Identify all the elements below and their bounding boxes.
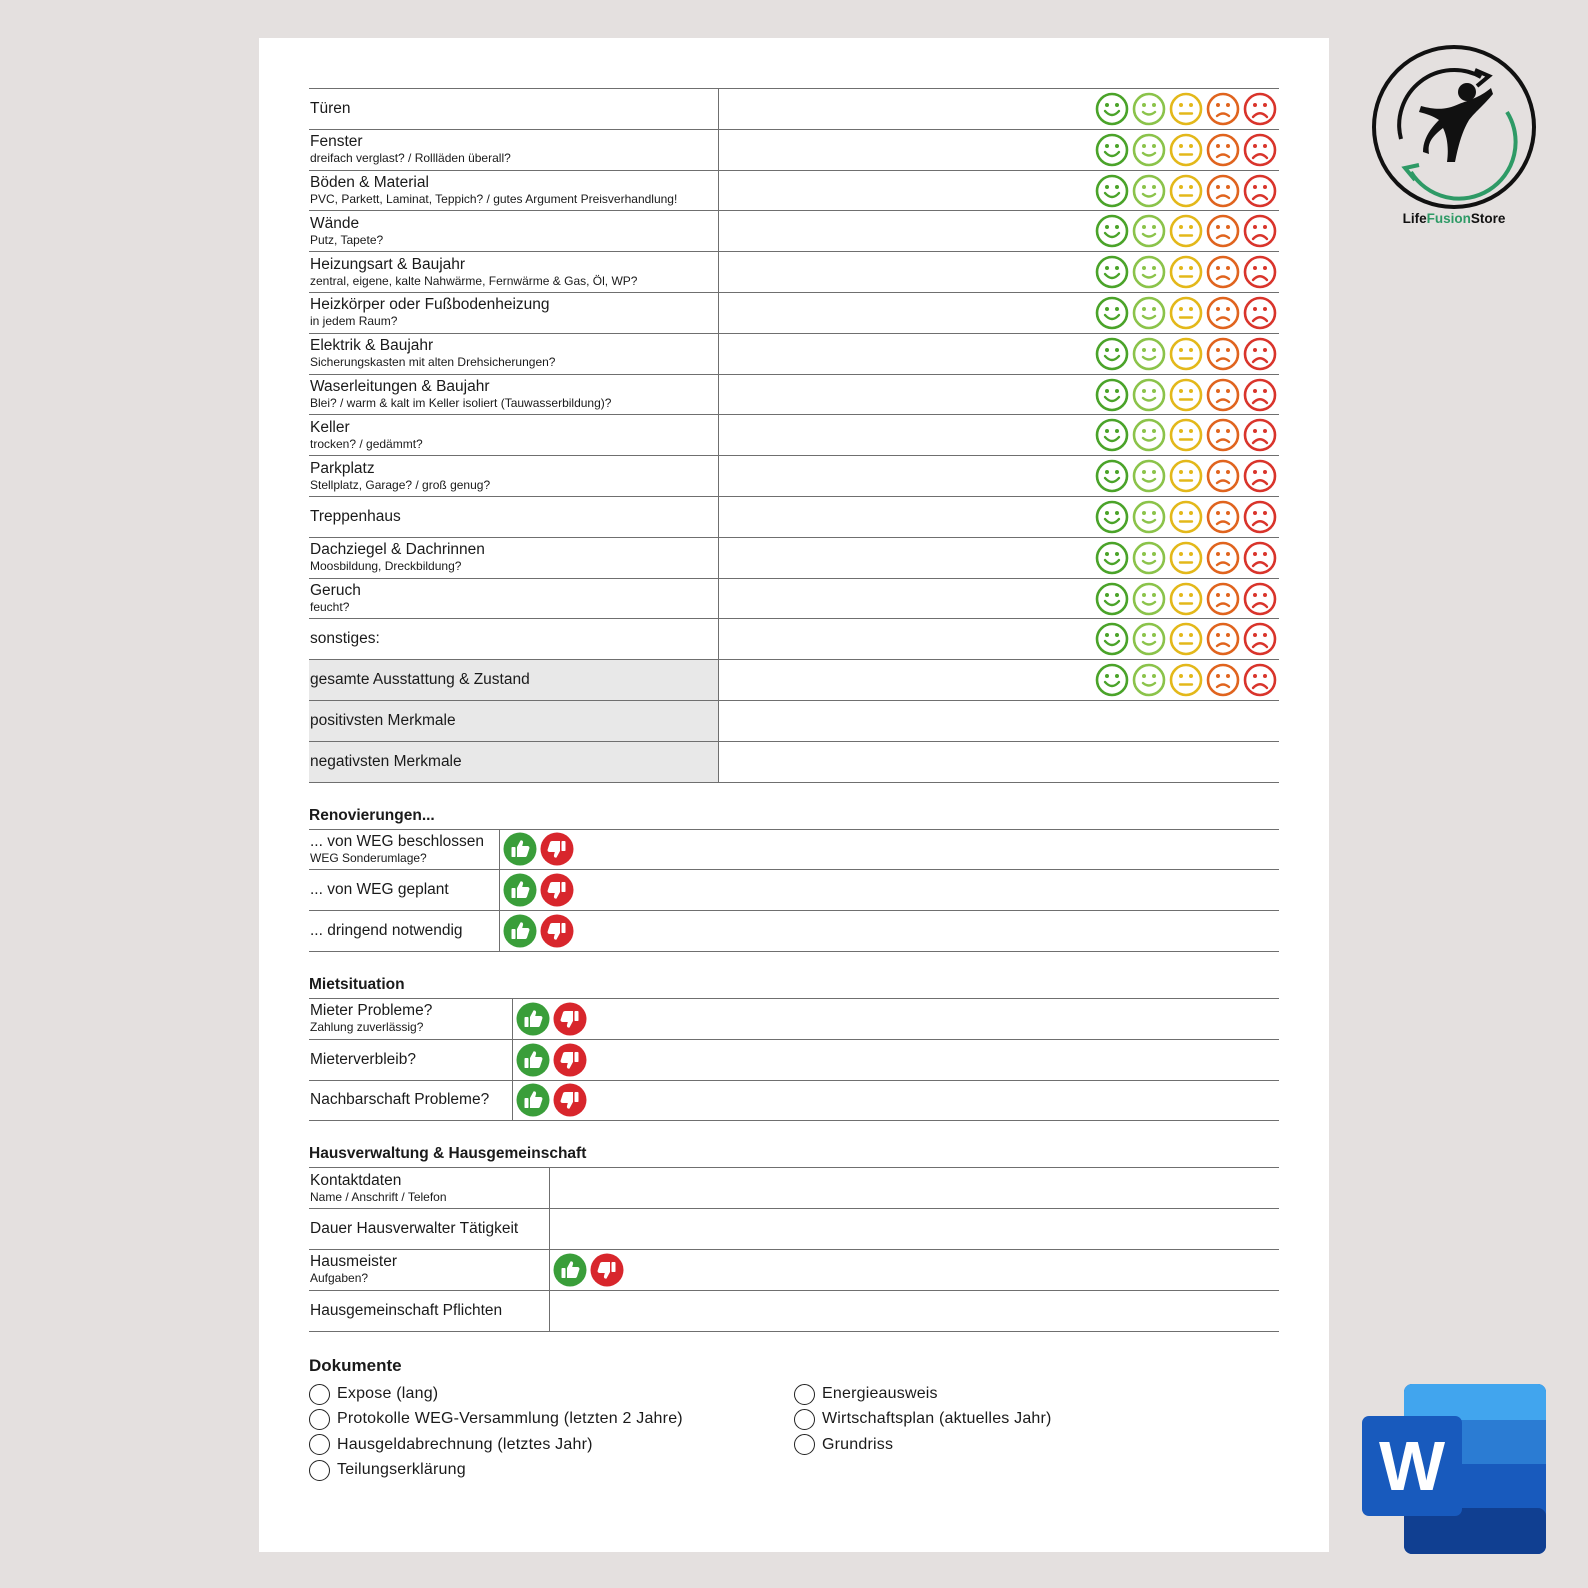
- thumbs-down-icon[interactable]: [553, 1043, 587, 1077]
- smiley-happy-icon[interactable]: [1132, 378, 1166, 412]
- row-hint: Blei? / warm & kalt im Keller isoliert (Tauwasserbildung)?: [310, 395, 612, 410]
- section-row: [309, 998, 1279, 1039]
- smiley-sad-icon[interactable]: [1206, 92, 1240, 126]
- smiley-sad-icon[interactable]: [1206, 133, 1240, 167]
- row-label: Hausmeister: [310, 1253, 397, 1271]
- smiley-very-happy-icon[interactable]: [1095, 378, 1129, 412]
- smiley-very-happy-icon[interactable]: [1095, 500, 1129, 534]
- smiley-happy-icon[interactable]: [1132, 500, 1166, 534]
- answer-field[interactable]: [512, 1080, 1279, 1121]
- smiley-very-happy-icon[interactable]: [1095, 663, 1129, 697]
- notes-field[interactable]: [718, 537, 1279, 578]
- row-label-cell: [309, 1080, 512, 1121]
- smiley-happy-icon[interactable]: [1132, 337, 1166, 371]
- smiley-very-sad-icon[interactable]: [1243, 541, 1277, 575]
- smiley-neutral-icon[interactable]: [1169, 337, 1203, 371]
- smiley-very-sad-icon[interactable]: [1243, 296, 1277, 330]
- section-row: [309, 1290, 1279, 1331]
- document-checkbox-item[interactable]: [794, 1407, 1279, 1432]
- thumbs-up-icon[interactable]: [516, 1083, 550, 1117]
- row-label-cell: [309, 129, 718, 170]
- notes-field[interactable]: [718, 333, 1279, 374]
- row-label-cell: [309, 1290, 549, 1331]
- row-label: Fenster: [310, 133, 363, 151]
- row-label-cell: [309, 741, 718, 782]
- row-label: sonstiges:: [310, 630, 380, 648]
- rating-scale: [1095, 174, 1277, 208]
- row-hint: WEG Sonderumlage?: [310, 850, 427, 865]
- thumbs-up-icon[interactable]: [516, 1043, 550, 1077]
- notes-field[interactable]: [718, 252, 1279, 293]
- thumbs-choice: [513, 1083, 1280, 1117]
- notes-field[interactable]: [718, 700, 1279, 741]
- section-row: [309, 829, 1279, 870]
- row-hint: Putz, Tapete?: [310, 232, 384, 247]
- evaluation-row: [309, 292, 1279, 333]
- notes-field[interactable]: [718, 741, 1279, 782]
- notes-field[interactable]: [718, 496, 1279, 537]
- row-hint: Name / Anschrift / Telefon: [310, 1189, 447, 1204]
- smiley-very-happy-icon[interactable]: [1095, 582, 1129, 616]
- answer-field[interactable]: [549, 1168, 1279, 1209]
- row-label: gesamte Ausstattung & Zustand: [310, 671, 530, 689]
- section-row: [309, 870, 1279, 911]
- smiley-neutral-icon[interactable]: [1169, 582, 1203, 616]
- row-label-cell: [309, 333, 718, 374]
- row-label: Waserleitungen & Baujahr: [310, 377, 490, 395]
- document-label: Grundriss: [822, 1435, 894, 1453]
- row-label: Dachziegel & Dachrinnen: [310, 541, 485, 559]
- section-row: [309, 1080, 1279, 1121]
- section-table: [309, 1167, 1279, 1331]
- document-label: Protokolle WEG-Versammlung (letzten 2 Jahre): [337, 1410, 683, 1428]
- row-label-cell: [309, 1039, 512, 1080]
- row-label: positivsten Merkmale: [310, 711, 456, 729]
- section-row: [309, 1249, 1279, 1290]
- thumbs-down-icon[interactable]: [540, 832, 574, 866]
- notes-field[interactable]: [718, 578, 1279, 619]
- row-label: Heizkörper oder Fußbodenheizung: [310, 296, 550, 314]
- smiley-sad-icon[interactable]: [1206, 214, 1240, 248]
- row-label-cell: [309, 89, 718, 130]
- row-label-cell: [309, 252, 718, 293]
- documents-checklist: [309, 1382, 1279, 1483]
- smiley-very-happy-icon[interactable]: [1095, 92, 1129, 126]
- rating-scale: [1095, 92, 1277, 126]
- evaluation-row: [309, 129, 1279, 170]
- notes-field[interactable]: [718, 456, 1279, 497]
- row-label-cell: [309, 911, 499, 952]
- evaluation-table: [309, 88, 1279, 783]
- svg-text:W: W: [1378, 1427, 1446, 1505]
- row-label: Nachbarschaft Probleme?: [310, 1091, 490, 1109]
- smiley-very-happy-icon[interactable]: [1095, 541, 1129, 575]
- row-label: Keller: [310, 418, 350, 436]
- rating-scale: [1095, 541, 1277, 575]
- row-hint: Zahlung zuverlässig?: [310, 1020, 424, 1035]
- smiley-sad-icon[interactable]: [1206, 337, 1240, 371]
- radio-circle-icon[interactable]: [794, 1384, 815, 1405]
- row-label: Böden & Material: [310, 173, 429, 191]
- row-label: Elektrik & Baujahr: [310, 337, 434, 355]
- evaluation-row: [309, 496, 1279, 537]
- evaluation-row: [309, 537, 1279, 578]
- smiley-sad-icon[interactable]: [1206, 255, 1240, 289]
- smiley-very-happy-icon[interactable]: [1095, 296, 1129, 330]
- answer-field[interactable]: [549, 1209, 1279, 1250]
- smiley-very-sad-icon[interactable]: [1243, 582, 1277, 616]
- section-row: [309, 911, 1279, 952]
- smiley-sad-icon[interactable]: [1206, 459, 1240, 493]
- smiley-happy-icon[interactable]: [1132, 296, 1166, 330]
- smiley-sad-icon[interactable]: [1206, 582, 1240, 616]
- thumbs-choice: [500, 832, 1280, 866]
- smiley-very-happy-icon[interactable]: [1095, 133, 1129, 167]
- notes-field[interactable]: [718, 129, 1279, 170]
- rating-scale: [1095, 500, 1277, 534]
- section-row: [309, 1209, 1279, 1250]
- thumbs-up-icon[interactable]: [503, 873, 537, 907]
- row-label-cell: [309, 619, 718, 660]
- row-label-cell: [309, 1168, 549, 1209]
- smiley-happy-icon[interactable]: [1132, 663, 1166, 697]
- smiley-very-sad-icon[interactable]: [1243, 255, 1277, 289]
- row-hint: Aufgaben?: [310, 1271, 369, 1286]
- row-label-cell: [309, 700, 718, 741]
- answer-field[interactable]: [549, 1290, 1279, 1331]
- notes-field[interactable]: [718, 415, 1279, 456]
- row-hint: zentral, eigene, kalte Nahwärme, Fernwärme & Gas, Öl, WP?: [310, 273, 638, 288]
- row-hint: in jedem Raum?: [310, 314, 398, 329]
- word-icon: [1362, 1380, 1546, 1554]
- row-hint: dreifach verglast? / Rollläden überall?: [310, 151, 511, 166]
- evaluation-row: [309, 456, 1279, 497]
- radio-circle-icon[interactable]: [794, 1409, 815, 1430]
- smiley-very-happy-icon[interactable]: [1095, 174, 1129, 208]
- document-label: Energieausweis: [822, 1385, 938, 1403]
- smiley-sad-icon[interactable]: [1206, 500, 1240, 534]
- smiley-very-sad-icon[interactable]: [1243, 337, 1277, 371]
- row-label: Hausgemeinschaft Pflichten: [310, 1301, 503, 1319]
- smiley-sad-icon[interactable]: [1206, 622, 1240, 656]
- document-checkbox-item[interactable]: [794, 1432, 1279, 1457]
- document-checkbox-item[interactable]: [309, 1407, 794, 1432]
- row-hint: Stellplatz, Garage? / groß genug?: [310, 477, 491, 492]
- smiley-neutral-icon[interactable]: [1169, 418, 1203, 452]
- notes-field[interactable]: [718, 292, 1279, 333]
- section-row: [309, 1168, 1279, 1209]
- thumbs-choice: [550, 1253, 1280, 1287]
- row-label-cell: [309, 170, 718, 211]
- row-label: Mieter Probleme?: [310, 1002, 433, 1020]
- smiley-happy-icon[interactable]: [1132, 133, 1166, 167]
- smiley-very-sad-icon[interactable]: [1243, 214, 1277, 248]
- evaluation-row: [309, 89, 1279, 130]
- answer-field[interactable]: [549, 1249, 1279, 1290]
- row-label-cell: [309, 660, 718, 701]
- document-checkbox-item[interactable]: [309, 1432, 794, 1457]
- smiley-neutral-icon[interactable]: [1169, 459, 1203, 493]
- rating-scale: [1095, 255, 1277, 289]
- evaluation-row: [309, 415, 1279, 456]
- section-table: [309, 998, 1279, 1121]
- smiley-very-happy-icon[interactable]: [1095, 622, 1129, 656]
- evaluation-row: [309, 252, 1279, 293]
- smiley-neutral-icon[interactable]: [1169, 133, 1203, 167]
- smiley-sad-icon[interactable]: [1206, 663, 1240, 697]
- row-label-cell: [309, 578, 718, 619]
- smiley-very-sad-icon[interactable]: [1243, 418, 1277, 452]
- smiley-sad-icon[interactable]: [1206, 174, 1240, 208]
- section-table: [309, 829, 1279, 952]
- row-label-cell: [309, 829, 499, 870]
- thumbs-down-icon[interactable]: [553, 1002, 587, 1036]
- row-label: Türen: [310, 99, 351, 117]
- evaluation-row: [309, 700, 1279, 741]
- document-content: [309, 88, 1279, 1483]
- rating-scale: [1095, 622, 1277, 656]
- row-hint: trocken? / gedämmt?: [310, 436, 423, 451]
- thumbs-up-icon[interactable]: [503, 914, 537, 948]
- document-checkbox-item[interactable]: [794, 1382, 1279, 1407]
- row-label: Heizungsart & Baujahr: [310, 255, 466, 273]
- section-title: Renovierungen...: [309, 806, 435, 824]
- smiley-very-happy-icon[interactable]: [1095, 459, 1129, 493]
- thumbs-up-icon[interactable]: [503, 832, 537, 866]
- row-label-cell: [309, 998, 512, 1039]
- thumbs-down-icon[interactable]: [540, 873, 574, 907]
- radio-circle-icon[interactable]: [309, 1460, 330, 1481]
- thumbs-up-icon[interactable]: [553, 1253, 587, 1287]
- smiley-very-happy-icon[interactable]: [1095, 255, 1129, 289]
- smiley-sad-icon[interactable]: [1206, 378, 1240, 412]
- row-label-cell: [309, 374, 718, 415]
- answer-field[interactable]: [499, 911, 1279, 952]
- document-label: Teilungserklärung: [337, 1461, 466, 1479]
- evaluation-row: [309, 619, 1279, 660]
- smiley-neutral-icon[interactable]: [1169, 663, 1203, 697]
- smiley-neutral-icon[interactable]: [1169, 92, 1203, 126]
- document-page: [259, 38, 1329, 1552]
- notes-field[interactable]: [718, 170, 1279, 211]
- row-hint: Moosbildung, Dreckbildung?: [310, 559, 462, 574]
- smiley-very-sad-icon[interactable]: [1243, 500, 1277, 534]
- smiley-very-sad-icon[interactable]: [1243, 622, 1277, 656]
- thumbs-choice: [513, 1002, 1280, 1036]
- answer-field[interactable]: [499, 829, 1279, 870]
- thumbs-down-icon[interactable]: [590, 1253, 624, 1287]
- documents-title: Dokumente: [309, 1355, 402, 1375]
- evaluation-row: [309, 578, 1279, 619]
- smiley-very-happy-icon[interactable]: [1095, 214, 1129, 248]
- thumbs-choice: [500, 873, 1280, 907]
- smiley-happy-icon[interactable]: [1132, 214, 1166, 248]
- smiley-very-sad-icon[interactable]: [1243, 663, 1277, 697]
- document-label: Hausgeldabrechnung (letztes Jahr): [337, 1435, 593, 1453]
- answer-field[interactable]: [499, 870, 1279, 911]
- rating-scale: [1095, 296, 1277, 330]
- row-label-cell: [309, 211, 718, 252]
- row-label: Parkplatz: [310, 459, 375, 477]
- evaluation-row: [309, 374, 1279, 415]
- row-label-cell: [309, 415, 718, 456]
- smiley-very-happy-icon[interactable]: [1095, 418, 1129, 452]
- smiley-very-sad-icon[interactable]: [1243, 459, 1277, 493]
- row-hint: Sicherungskasten mit alten Drehsicherungen?: [310, 355, 556, 370]
- row-label-cell: [309, 292, 718, 333]
- document-checkbox-item[interactable]: [309, 1457, 794, 1482]
- row-label: Geruch: [310, 581, 361, 599]
- row-label: ... dringend notwendig: [310, 922, 463, 940]
- notes-field[interactable]: [718, 374, 1279, 415]
- row-label: ... von WEG beschlossen: [310, 832, 485, 850]
- smiley-neutral-icon[interactable]: [1169, 500, 1203, 534]
- rating-scale: [1095, 418, 1277, 452]
- thumbs-choice: [513, 1043, 1280, 1077]
- radio-circle-icon[interactable]: [309, 1434, 330, 1455]
- row-hint: PVC, Parkett, Laminat, Teppich? / gutes Argument Preisverhandlung!: [310, 191, 678, 206]
- smiley-very-sad-icon[interactable]: [1243, 174, 1277, 208]
- smiley-neutral-icon[interactable]: [1169, 255, 1203, 289]
- smiley-happy-icon[interactable]: [1132, 92, 1166, 126]
- thumbs-up-icon[interactable]: [516, 1002, 550, 1036]
- lifefusionstore-logo: [1371, 44, 1537, 210]
- row-label-cell: [309, 1209, 549, 1250]
- row-label-cell: [309, 537, 718, 578]
- document-checkbox-item[interactable]: [309, 1382, 794, 1407]
- radio-circle-icon[interactable]: [309, 1384, 330, 1405]
- radio-circle-icon[interactable]: [794, 1434, 815, 1455]
- smiley-very-happy-icon[interactable]: [1095, 337, 1129, 371]
- smiley-sad-icon[interactable]: [1206, 418, 1240, 452]
- thumbs-choice: [500, 914, 1280, 948]
- notes-field[interactable]: [718, 619, 1279, 660]
- row-label-cell: [309, 496, 718, 537]
- notes-field[interactable]: [718, 660, 1279, 701]
- rating-scale: [1095, 214, 1277, 248]
- smiley-neutral-icon[interactable]: [1169, 174, 1203, 208]
- rating-scale: [1095, 337, 1277, 371]
- smiley-neutral-icon[interactable]: [1169, 378, 1203, 412]
- smiley-very-sad-icon[interactable]: [1243, 378, 1277, 412]
- section-row: [309, 1039, 1279, 1080]
- smiley-sad-icon[interactable]: [1206, 541, 1240, 575]
- thumbs-down-icon[interactable]: [540, 914, 574, 948]
- smiley-very-sad-icon[interactable]: [1243, 133, 1277, 167]
- smiley-happy-icon[interactable]: [1132, 622, 1166, 656]
- row-label: Treppenhaus: [310, 507, 401, 525]
- rating-scale: [1095, 459, 1277, 493]
- brand-name: LifeFusionStore: [1402, 211, 1506, 226]
- row-label-cell: [309, 1249, 549, 1290]
- evaluation-row: [309, 211, 1279, 252]
- smiley-happy-icon[interactable]: [1132, 174, 1166, 208]
- smiley-happy-icon[interactable]: [1132, 418, 1166, 452]
- rating-scale: [1095, 378, 1277, 412]
- section-title: Hausverwaltung & Hausgemeinschaft: [309, 1145, 587, 1163]
- smiley-happy-icon[interactable]: [1132, 459, 1166, 493]
- smiley-happy-icon[interactable]: [1132, 255, 1166, 289]
- smiley-neutral-icon[interactable]: [1169, 541, 1203, 575]
- evaluation-row: [309, 170, 1279, 211]
- smiley-very-sad-icon[interactable]: [1243, 92, 1277, 126]
- row-label: ... von WEG geplant: [310, 881, 449, 899]
- evaluation-row: [309, 741, 1279, 782]
- document-label: Wirtschaftsplan (aktuelles Jahr): [822, 1410, 1052, 1428]
- rating-scale: [1095, 582, 1277, 616]
- smiley-sad-icon[interactable]: [1206, 296, 1240, 330]
- document-label: Expose (lang): [337, 1385, 439, 1403]
- documents-column-right: [794, 1382, 1279, 1483]
- row-label-cell: [309, 456, 718, 497]
- rating-scale: [1095, 663, 1277, 697]
- evaluation-row: [309, 333, 1279, 374]
- row-label: negativsten Merkmale: [310, 752, 462, 770]
- rating-scale: [1095, 133, 1277, 167]
- answer-field[interactable]: [512, 1039, 1279, 1080]
- smiley-neutral-icon[interactable]: [1169, 622, 1203, 656]
- notes-field[interactable]: [718, 211, 1279, 252]
- smiley-neutral-icon[interactable]: [1169, 214, 1203, 248]
- section-title: Mietsituation: [309, 975, 405, 993]
- row-label: Dauer Hausverwalter Tätigkeit: [310, 1220, 519, 1238]
- row-label: Wände: [310, 214, 360, 232]
- row-label-cell: [309, 870, 499, 911]
- smiley-happy-icon[interactable]: [1132, 541, 1166, 575]
- thumbs-down-icon[interactable]: [553, 1083, 587, 1117]
- smiley-neutral-icon[interactable]: [1169, 296, 1203, 330]
- row-label: Mieterverbleib?: [310, 1050, 416, 1068]
- radio-circle-icon[interactable]: [309, 1409, 330, 1430]
- documents-column-left: [309, 1382, 794, 1483]
- row-hint: feucht?: [310, 599, 350, 614]
- answer-field[interactable]: [512, 998, 1279, 1039]
- evaluation-row: [309, 660, 1279, 701]
- row-label: Kontaktdaten: [310, 1171, 402, 1189]
- notes-field[interactable]: [718, 89, 1279, 130]
- smiley-happy-icon[interactable]: [1132, 582, 1166, 616]
